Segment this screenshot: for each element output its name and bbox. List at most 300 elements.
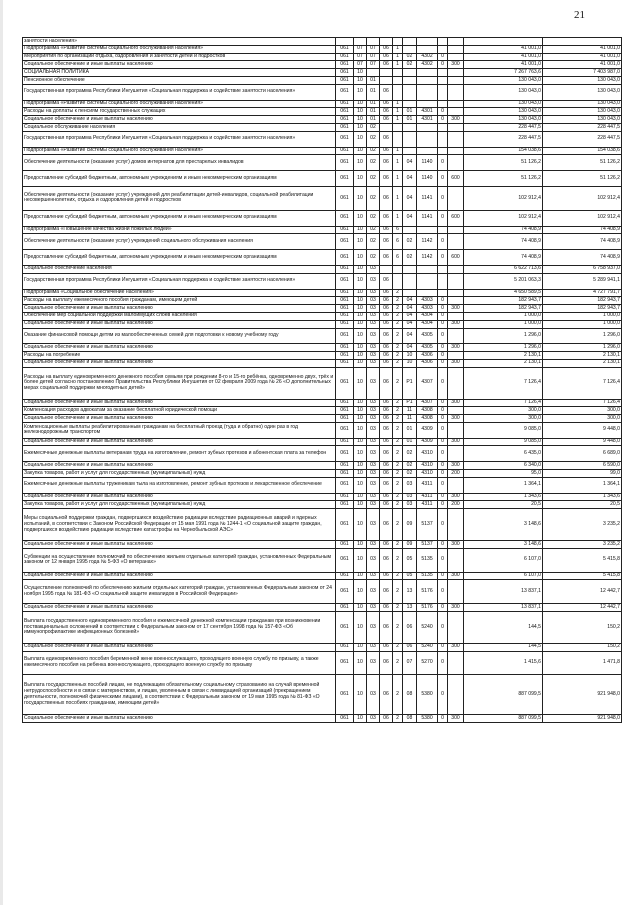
- subsection-code: 03: [367, 651, 380, 675]
- section-code: 10: [354, 548, 367, 572]
- amount-year-2: 130 043,0: [543, 116, 622, 124]
- main-event-code: [403, 273, 417, 289]
- main-event-code: 04: [403, 320, 417, 328]
- subprogram-code: 2: [393, 297, 403, 305]
- main-event-code: 05: [403, 548, 417, 572]
- main-event-code: 03: [403, 493, 417, 501]
- main-event-code: 02: [403, 446, 417, 462]
- zero-code: 0: [438, 155, 448, 171]
- table-row: [23, 477, 622, 493]
- zero-code: 0: [438, 344, 448, 352]
- admin-code: 061: [336, 116, 354, 124]
- main-event-code: 08: [403, 715, 417, 723]
- row-name: Закупка товаров, работ и услуг для государственных (муниципальных) нужд: [23, 470, 336, 478]
- amount-year-2: 20,5: [543, 501, 622, 509]
- row-name: Социальное обеспечение и иные выплаты населению: [23, 715, 336, 723]
- section-code: 10: [354, 422, 367, 438]
- program-code: 06: [380, 604, 393, 612]
- direction-code: 4303: [417, 305, 438, 313]
- amount-year-1: 51 126,2: [464, 155, 543, 171]
- expense-type-code: [448, 100, 464, 108]
- program-code: 06: [380, 234, 393, 250]
- subsection-code: 03: [367, 265, 380, 273]
- zero-code: 0: [438, 352, 448, 360]
- expense-type-code: [448, 45, 464, 53]
- row-name: Государственная программа Республики Ингушетия «Социальная поддержка и содействие занятости населения»: [23, 273, 336, 289]
- amount-year-2: 1 000,0: [543, 312, 622, 320]
- admin-code: 061: [336, 415, 354, 423]
- amount-year-1: 1 364,1: [464, 477, 543, 493]
- subsection-code: 03: [367, 344, 380, 352]
- row-name: Социальное обеспечение и иные выплаты населению: [23, 415, 336, 423]
- amount-year-2: 41 001,0: [543, 61, 622, 69]
- amount-year-1: 1 415,6: [464, 651, 543, 675]
- row-name: Расходы на доплаты к пенсиям государственных служащих: [23, 108, 336, 116]
- main-event-code: [403, 289, 417, 297]
- program-code: 06: [380, 305, 393, 313]
- zero-code: 0: [438, 399, 448, 407]
- amount-year-1: 6 107,0: [464, 572, 543, 580]
- table-row: [23, 61, 622, 69]
- main-event-code: [403, 123, 417, 131]
- row-name: Расходы на погребение: [23, 352, 336, 360]
- direction-code: 5240: [417, 612, 438, 644]
- expense-type-code: 200: [448, 501, 464, 509]
- amount-year-2: 3 235,2: [543, 509, 622, 541]
- admin-code: 061: [336, 422, 354, 438]
- admin-code: 061: [336, 305, 354, 313]
- subsection-code: 03: [367, 359, 380, 367]
- row-name: Закупка товаров, работ и услуг для государственных (муниципальных) нужд: [23, 501, 336, 509]
- main-event-code: [403, 265, 417, 273]
- row-name: Подпрограмма «Развитие системы социального обслуживания населения»: [23, 147, 336, 155]
- subsection-code: 03: [367, 320, 380, 328]
- row-name: Расходы на выплату ежемесячного пособия гражданам, имеющим детей: [23, 297, 336, 305]
- section-code: 10: [354, 116, 367, 124]
- zero-code: [438, 123, 448, 131]
- subsection-code: 03: [367, 548, 380, 572]
- zero-code: 0: [438, 548, 448, 572]
- table-row: [23, 438, 622, 446]
- admin-code: 061: [336, 501, 354, 509]
- amount-year-1: 144,5: [464, 643, 543, 651]
- row-name: Предоставление субсидий бюджетным, автономным учреждениям и иным некоммерческим организациям: [23, 171, 336, 187]
- subsection-code: 03: [367, 493, 380, 501]
- amount-year-2: 1 364,1: [543, 477, 622, 493]
- program-code: 06: [380, 53, 393, 61]
- expense-type-code: [448, 289, 464, 297]
- expense-type-code: [448, 76, 464, 84]
- table-row: [23, 312, 622, 320]
- amount-year-2: 130 043,0: [543, 100, 622, 108]
- subsection-code: 02: [367, 210, 380, 226]
- admin-code: 061: [336, 297, 354, 305]
- row-name: Подпрограмма «Социальное обеспечение населения»: [23, 289, 336, 297]
- program-code: 06: [380, 352, 393, 360]
- zero-code: 0: [438, 612, 448, 644]
- main-event-code: 04: [403, 297, 417, 305]
- table-row: [23, 422, 622, 438]
- amount-year-2: 102 912,4: [543, 210, 622, 226]
- main-event-code: 04: [403, 312, 417, 320]
- amount-year-1: 2 130,1: [464, 359, 543, 367]
- table-row: [23, 462, 622, 470]
- subprogram-code: [393, 273, 403, 289]
- subsection-code: 01: [367, 84, 380, 100]
- admin-code: 061: [336, 131, 354, 147]
- direction-code: 5176: [417, 604, 438, 612]
- amount-year-1: 41 001,0: [464, 61, 543, 69]
- zero-code: [438, 131, 448, 147]
- expense-type-code: [448, 352, 464, 360]
- amount-year-1: 130 043,0: [464, 84, 543, 100]
- admin-code: 061: [336, 367, 354, 399]
- admin-code: 061: [336, 407, 354, 415]
- direction-code: 5380: [417, 715, 438, 723]
- subsection-code: 03: [367, 446, 380, 462]
- admin-code: 061: [336, 438, 354, 446]
- direction-code: [417, 84, 438, 100]
- subsection-code: 03: [367, 305, 380, 313]
- direction-code: [417, 45, 438, 53]
- expense-type-code: 300: [448, 116, 464, 124]
- zero-code: 0: [438, 312, 448, 320]
- subprogram-code: 2: [393, 415, 403, 423]
- amount-year-2: 5 415,8: [543, 572, 622, 580]
- direction-code: 4310: [417, 462, 438, 470]
- program-code: 06: [380, 715, 393, 723]
- section-code: 10: [354, 509, 367, 541]
- expense-type-code: [448, 509, 464, 541]
- direction-code: 4311: [417, 477, 438, 493]
- amount-year-1: 51 126,2: [464, 171, 543, 187]
- subprogram-code: 2: [393, 446, 403, 462]
- admin-code: 061: [336, 289, 354, 297]
- row-name: Обеспечение деятельности (оказание услуг) учреждений социального обслуживания населения: [23, 234, 336, 250]
- subsection-code: 03: [367, 509, 380, 541]
- zero-code: 0: [438, 210, 448, 226]
- main-event-code: 04: [403, 186, 417, 210]
- admin-code: 061: [336, 320, 354, 328]
- amount-year-1: 300,0: [464, 415, 543, 423]
- direction-code: 1142: [417, 250, 438, 266]
- zero-code: [438, 273, 448, 289]
- program-code: 06: [380, 297, 393, 305]
- subsection-code: 07: [367, 45, 380, 53]
- row-name: Пенсионное обеспечение: [23, 76, 336, 84]
- direction-code: 4311: [417, 493, 438, 501]
- amount-year-1: 74 408,9: [464, 226, 543, 234]
- admin-code: 061: [336, 477, 354, 493]
- amount-year-2: 150,2: [543, 643, 622, 651]
- main-event-code: 11: [403, 415, 417, 423]
- row-name: Предоставление субсидий бюджетным, автономным учреждениям и иным некоммерческим организациям: [23, 250, 336, 266]
- amount-year-1: 102 912,4: [464, 210, 543, 226]
- zero-code: 0: [438, 651, 448, 675]
- program-code: 06: [380, 45, 393, 53]
- direction-code: [417, 131, 438, 147]
- subprogram-code: 1: [393, 147, 403, 155]
- direction-code: 1141: [417, 186, 438, 210]
- subprogram-code: 6: [393, 250, 403, 266]
- subprogram-code: 6: [393, 226, 403, 234]
- subsection-code: 03: [367, 501, 380, 509]
- main-event-code: 04: [403, 344, 417, 352]
- direction-code: 5135: [417, 548, 438, 572]
- program-code: 06: [380, 548, 393, 572]
- amount-year-1: 9 085,0: [464, 438, 543, 446]
- expense-type-code: [448, 108, 464, 116]
- amount-year-1: 1 343,6: [464, 493, 543, 501]
- amount-year-2: 1 296,0: [543, 344, 622, 352]
- zero-code: [438, 265, 448, 273]
- subsection-code: 03: [367, 422, 380, 438]
- admin-code: 061: [336, 328, 354, 344]
- program-code: 06: [380, 108, 393, 116]
- expense-type-code: [448, 367, 464, 399]
- section-code: 10: [354, 100, 367, 108]
- subsection-code: 03: [367, 470, 380, 478]
- row-name: Государственная программа Республики Ингушетия «Социальная поддержка и содействие занятости населения»: [23, 84, 336, 100]
- subsection-code: 03: [367, 675, 380, 715]
- expense-type-code: 300: [448, 359, 464, 367]
- main-event-code: 10: [403, 352, 417, 360]
- amount-year-1: 887 099,5: [464, 675, 543, 715]
- table-row: [23, 171, 622, 187]
- section-code: 10: [354, 147, 367, 155]
- direction-code: [417, 289, 438, 297]
- expense-type-code: [448, 312, 464, 320]
- direction-code: 4305: [417, 328, 438, 344]
- subprogram-code: [393, 131, 403, 147]
- section-code: 10: [354, 675, 367, 715]
- subprogram-code: 2: [393, 493, 403, 501]
- table-row: [23, 53, 622, 61]
- subprogram-code: 2: [393, 320, 403, 328]
- direction-code: 4310: [417, 446, 438, 462]
- subsection-code: 07: [367, 53, 380, 61]
- subsection-code: [367, 38, 380, 46]
- program-code: 06: [380, 155, 393, 171]
- direction-code: 1140: [417, 171, 438, 187]
- expense-type-code: [448, 84, 464, 100]
- subsection-code: 02: [367, 147, 380, 155]
- zero-code: 0: [438, 108, 448, 116]
- subprogram-code: 2: [393, 305, 403, 313]
- admin-code: 061: [336, 69, 354, 77]
- expense-type-code: 300: [448, 462, 464, 470]
- row-name: Оказание финансовой помощи детям из малообеспеченных семей для подготовки к новому учебному году: [23, 328, 336, 344]
- main-event-code: 02: [403, 462, 417, 470]
- amount-year-2: 51 126,2: [543, 171, 622, 187]
- amount-year-1: 144,5: [464, 612, 543, 644]
- budget-table-body: [23, 38, 622, 723]
- zero-code: 0: [438, 446, 448, 462]
- section-code: 10: [354, 462, 367, 470]
- program-code: 06: [380, 501, 393, 509]
- zero-code: [438, 45, 448, 53]
- row-name: Социальное обеспечение и иные выплаты населению: [23, 438, 336, 446]
- subprogram-code: 1: [393, 53, 403, 61]
- expense-type-code: [448, 422, 464, 438]
- program-code: [380, 76, 393, 84]
- expense-type-code: 300: [448, 604, 464, 612]
- subprogram-code: 2: [393, 604, 403, 612]
- amount-year-2: 130 043,0: [543, 84, 622, 100]
- amount-year-1: 4 650 589,5: [464, 289, 543, 297]
- expense-type-code: 600: [448, 210, 464, 226]
- subsection-code: 02: [367, 123, 380, 131]
- table-row: [23, 643, 622, 651]
- row-name: Государственная программа Республики Ингушетия «Социальная поддержка и содействие занятости населения»: [23, 131, 336, 147]
- row-name: Выплата единовременного пособия беременной жене военнослужащего, проходящего военную службу по призыву, а также ежемесячного пособия на ребенка военнослужащего, проходящего военную службу по призыву: [23, 651, 336, 675]
- direction-code: 5137: [417, 541, 438, 549]
- amount-year-2: 12 442,7: [543, 580, 622, 604]
- direction-code: 4301: [417, 108, 438, 116]
- admin-code: 061: [336, 352, 354, 360]
- table-row: [23, 297, 622, 305]
- section-code: 10: [354, 328, 367, 344]
- table-row: [23, 38, 622, 46]
- subprogram-code: 2: [393, 580, 403, 604]
- expense-type-code: [448, 53, 464, 61]
- budget-table: [22, 37, 622, 723]
- zero-code: 0: [438, 250, 448, 266]
- subprogram-code: 1: [393, 171, 403, 187]
- amount-year-1: 7 126,4: [464, 399, 543, 407]
- expense-type-code: [448, 186, 464, 210]
- section-code: 10: [354, 131, 367, 147]
- table-row: [23, 147, 622, 155]
- section-code: 10: [354, 367, 367, 399]
- main-event-code: [403, 38, 417, 46]
- subprogram-code: 2: [393, 407, 403, 415]
- expense-type-code: 300: [448, 541, 464, 549]
- expense-type-code: [448, 477, 464, 493]
- subprogram-code: 2: [393, 541, 403, 549]
- admin-code: 061: [336, 541, 354, 549]
- main-event-code: 01: [403, 108, 417, 116]
- direction-code: 4301: [417, 116, 438, 124]
- table-row: [23, 415, 622, 423]
- subprogram-code: 2: [393, 548, 403, 572]
- amount-year-2: 74 408,9: [543, 226, 622, 234]
- row-name: Социальное обеспечение и иные выплаты населению: [23, 604, 336, 612]
- main-event-code: 10: [403, 359, 417, 367]
- section-code: 10: [354, 493, 367, 501]
- main-event-code: [403, 84, 417, 100]
- amount-year-1: 20,5: [464, 501, 543, 509]
- amount-year-1: 6 622 713,6: [464, 265, 543, 273]
- program-code: 06: [380, 407, 393, 415]
- amount-year-2: 9 448,0: [543, 422, 622, 438]
- zero-code: 0: [438, 415, 448, 423]
- row-name: Обеспечение деятельности (оказание услуг) учреждений для реабилитации детей-инвалидов, социальной реабилитации несовершеннолетних, отдыха и оздоровления детей и подростков: [23, 186, 336, 210]
- program-code: 06: [380, 643, 393, 651]
- subsection-code: 02: [367, 171, 380, 187]
- amount-year-1: 5 201 063,3: [464, 273, 543, 289]
- row-name: Социальное обеспечение и иные выплаты населению: [23, 116, 336, 124]
- expense-type-code: [448, 651, 464, 675]
- main-event-code: 04: [403, 305, 417, 313]
- amount-year-2: 5 415,8: [543, 548, 622, 572]
- admin-code: 061: [336, 45, 354, 53]
- program-code: 06: [380, 399, 393, 407]
- direction-code: 4302: [417, 53, 438, 61]
- amount-year-1: 182 943,7: [464, 305, 543, 313]
- amount-year-1: 1 296,0: [464, 344, 543, 352]
- table-row: [23, 289, 622, 297]
- amount-year-1: 6 435,0: [464, 446, 543, 462]
- expense-type-code: 300: [448, 415, 464, 423]
- direction-code: 4311: [417, 501, 438, 509]
- direction-code: [417, 265, 438, 273]
- zero-code: 0: [438, 186, 448, 210]
- subprogram-code: 1: [393, 100, 403, 108]
- zero-code: 0: [438, 580, 448, 604]
- expense-type-code: 300: [448, 320, 464, 328]
- admin-code: 061: [336, 446, 354, 462]
- subprogram-code: 2: [393, 651, 403, 675]
- amount-year-1: 13 837,1: [464, 580, 543, 604]
- amount-year-2: 1 343,6: [543, 493, 622, 501]
- subprogram-code: 2: [393, 289, 403, 297]
- admin-code: 061: [336, 344, 354, 352]
- zero-code: [438, 147, 448, 155]
- subprogram-code: 2: [393, 399, 403, 407]
- zero-code: 0: [438, 53, 448, 61]
- amount-year-1: 130 043,0: [464, 108, 543, 116]
- program-code: 06: [380, 210, 393, 226]
- direction-code: [417, 38, 438, 46]
- table-row: [23, 108, 622, 116]
- expense-type-code: [448, 131, 464, 147]
- table-row: [23, 116, 622, 124]
- subsection-code: [367, 69, 380, 77]
- section-code: 10: [354, 171, 367, 187]
- expense-type-code: 300: [448, 572, 464, 580]
- row-name: Субвенции на осуществление полномочий по обеспечению жильем отдельных категорий граждан, установленных Федеральным законом от 12 января 1995 года № 5-ФЗ «О ветеранах»: [23, 548, 336, 572]
- table-row: [23, 273, 622, 289]
- direction-code: 4302: [417, 61, 438, 69]
- expense-type-code: [448, 147, 464, 155]
- amount-year-1: 887 099,5: [464, 715, 543, 723]
- row-name: Социальное обеспечение и иные выплаты населению: [23, 493, 336, 501]
- subprogram-code: 1: [393, 155, 403, 171]
- main-event-code: 03: [403, 477, 417, 493]
- amount-year-1: 7 126,4: [464, 367, 543, 399]
- subsection-code: 03: [367, 399, 380, 407]
- table-row: [23, 76, 622, 84]
- direction-code: 1140: [417, 155, 438, 171]
- row-name: занятости населения»: [23, 38, 336, 46]
- table-row: [23, 344, 622, 352]
- amount-year-2: 74 408,9: [543, 250, 622, 266]
- program-code: 06: [380, 131, 393, 147]
- subprogram-code: 2: [393, 572, 403, 580]
- amount-year-1: 95,0: [464, 470, 543, 478]
- zero-code: 0: [438, 715, 448, 723]
- zero-code: 0: [438, 541, 448, 549]
- expense-type-code: 300: [448, 493, 464, 501]
- amount-year-1: 1 296,0: [464, 328, 543, 344]
- section-code: 10: [354, 359, 367, 367]
- program-code: [380, 123, 393, 131]
- amount-year-1: 6 340,0: [464, 462, 543, 470]
- expense-type-code: 300: [448, 438, 464, 446]
- admin-code: 061: [336, 399, 354, 407]
- subsection-code: 03: [367, 273, 380, 289]
